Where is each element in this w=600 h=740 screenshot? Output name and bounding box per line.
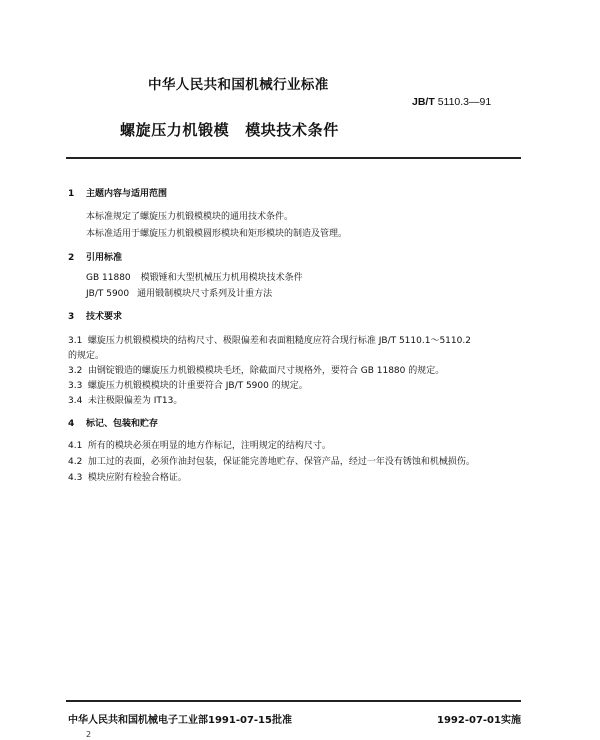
header-divider	[66, 157, 521, 159]
approval-statement: 中华人民共和国机械电子工业部1991-07-15批准	[68, 715, 292, 726]
section-number: 1	[68, 189, 75, 199]
clause-number: 3.3	[68, 381, 83, 391]
clause-text: 所有的模块必须在明显的地方作标记，注明规定的结构尺寸。	[87, 441, 331, 451]
standard-number	[412, 96, 491, 108]
document-title	[120, 119, 339, 140]
section-title: 技术要求	[86, 312, 123, 322]
clause-text: 未注极限偏差为 IT13。	[87, 396, 183, 406]
reference-code: GB 11880	[86, 273, 131, 283]
section-number: 3	[68, 312, 75, 322]
section-4-heading	[68, 416, 158, 429]
clause-3-3	[68, 378, 308, 391]
clause-number: 3.2	[68, 366, 83, 376]
clause-text: 螺旋压力机锻模模块的结构尺寸、极限偏差和表面粗糙度应符合现行标准 JB/T 5110.1～5110.2	[87, 336, 471, 346]
section-1-heading	[68, 186, 167, 199]
reference-code: JB/T 5900	[86, 289, 130, 299]
reference-item	[86, 270, 303, 283]
clause-4-3	[68, 470, 187, 483]
section-2-heading	[68, 250, 122, 263]
clause-3-2	[68, 363, 444, 376]
clause-number: 4.1	[68, 441, 83, 451]
clause-text: 加工过的表面，必须作油封包装，保证能完善地贮存、保管产品，经过一年没有锈蚀和机械损伤。	[87, 457, 475, 467]
footer-divider	[66, 700, 521, 702]
clause-text: 螺旋压力机锻模模块的计重要符合 JB/T 5900 的规定。	[87, 381, 308, 391]
issuing-organization-title: 中华人民共和国机械行业标准	[148, 77, 329, 93]
effective-date: 1992-07-01实施	[437, 715, 521, 726]
document-title-part2: 模块技术条件	[245, 121, 339, 139]
paragraph: 本标准适用于螺旋压力机锻模圆形模块和矩形模块的制造及管理。	[86, 229, 348, 239]
clause-number: 4.3	[68, 473, 83, 483]
section-number: 2	[68, 253, 75, 263]
clause-number: 3.4	[68, 396, 83, 406]
clause-number: 3.1	[68, 336, 83, 346]
standard-prefix: JB/T	[412, 96, 435, 108]
clause-3-4	[68, 393, 182, 406]
clause-text: 由钢锭锻造的螺旋压力机锻模模块毛坯，除截面尺寸规格外，要符合 GB 11880 的规定。	[87, 366, 445, 376]
reference-title: 通用锻制模块尺寸系列及计重方法	[137, 289, 273, 299]
clause-3-1	[68, 333, 471, 346]
page-number: 2	[86, 730, 92, 739]
clause-text: 模块应附有检验合格证。	[87, 473, 187, 483]
document-title-part1: 螺旋压力机锻模	[120, 121, 230, 139]
clause-3-1-continued: 的规定。	[68, 351, 105, 361]
section-3-heading	[68, 309, 122, 322]
reference-item	[86, 286, 272, 299]
section-title: 标记、包装和贮存	[86, 419, 159, 429]
clause-4-2	[68, 454, 475, 467]
section-title: 引用标准	[86, 253, 123, 263]
reference-title: 模锻锤和大型机械压力机用模块技术条件	[140, 273, 303, 283]
clause-4-1	[68, 438, 331, 451]
standard-number-value: 5110.3—91	[437, 96, 492, 108]
clause-number: 4.2	[68, 457, 83, 467]
paragraph: 本标准规定了螺旋压力机锻模模块的通用技术条件。	[86, 212, 294, 222]
section-number: 4	[68, 419, 75, 429]
section-title: 主题内容与适用范围	[86, 189, 168, 199]
